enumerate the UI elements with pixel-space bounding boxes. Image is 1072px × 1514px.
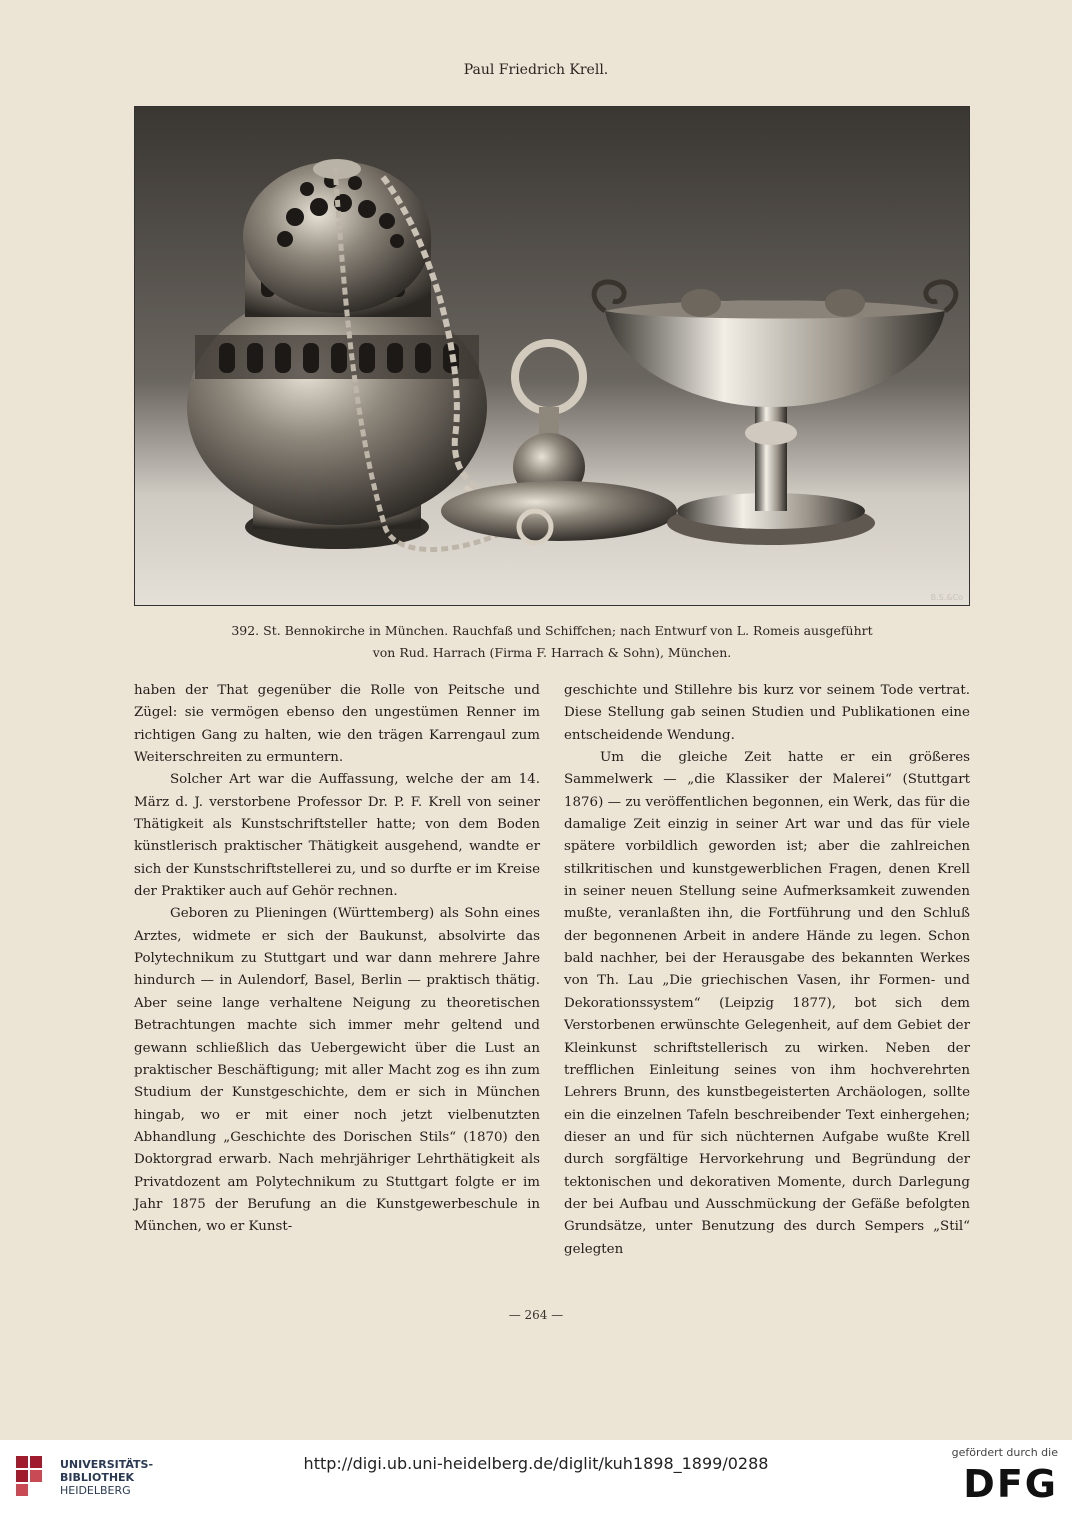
paragraph: Um die gleiche Zeit hatte er ein größeres Sammelwerk — „die Klassiker der Malerei“ (Stuttgart 1876) — zu veröffentlichen begonnen, ein Werk, das für die damalige Zeit einzig in seiner Art war und das für viele spätere vorbildlich geworden ist; aber die zahlreichen stilkritischen und kunstgewerblichen Fragen, denen Krell in seiner neuen Stellung seine Aufmerksamkeit zuwenden mußte, veranlaßten ihn, die Fortführung und den Schluß der begonnenen Arbeit in andere Hände zu legen. Schon bald nachher, bei der Herausgabe des bekannten Werkes von Th. Lau „Die griechischen Vasen, ihr Formen- und Dekorationssystem“ (Leipzig 1877), bot sich dem Verstorbenen erwünschte Gelegenheit, auf dem Gebiet der Kleinkunst schriftstellerisch zu wirken. Neben der trefflichen Einleitung seines von ihm hochverehrten Lehrers Brunn, des kunstbegeisterten Archäologen, sollte ein die einzelnen Tafeln beschreibender Text einhergehen; dieser an und für sich nüchternen Aufgabe wußte Krell durch sorgfältige Hervorkehrung und Begründung der tektonischen und dekorativen Momente, durch Darlegung der bei Aufbau und Ausschmückung der Gefäße befolgten Grundsätze, unter Benutzung des durch Sempers „Stil“ gelegten — [564, 750, 970, 1257]
paragraph: haben der That gegenüber die Rolle von Peitsche und Zügel: sie vermögen ebenso den ungestümen Renner im richtigen Gang zu halten, wie den trägen Karrengaul zum Weiterschreiten zu ermuntern. — [134, 683, 540, 766]
caption-line-1: 392. St. Bennokirche in München. Rauchfaß und Schiffchen; nach Entwurf von L. Romeis ausgeführt — [231, 623, 873, 638]
ub-line-3: HEIDELBERG — [60, 1484, 131, 1497]
censer-and-incense-boat-photo — [135, 107, 969, 605]
permalink-url[interactable]: http://digi.ub.uni-heidelberg.de/diglit/kuh1898_1899/0288 — [303, 1454, 769, 1473]
page-number: — 264 — — [508, 1308, 564, 1322]
dfg-logo: DFG — [963, 1462, 1058, 1506]
figure-caption — [134, 620, 970, 664]
paragraph: geschichte und Stillehre bis kurz vor seinem Tode vertrat. Diese Stellung gab seinen Studien und Publikationen eine entscheidende Wendung. — [564, 683, 970, 743]
plate-printer-mark: B.S.&Co — [930, 593, 963, 602]
paragraph: Geboren zu Plieningen (Württemberg) als Sohn eines Arztes, widmete er sich der Baukunst, absolvirte das Polytechnikum zu Stuttgart und war dann mehrere Jahre hindurch — in Aulendorf, Basel, Berlin — praktisch thätig. Aber seine lange verhaltene Neigung zu theoretischen Betrachtungen machte sich immer mehr geltend und gewann schließlich das Uebergewicht über die Lust an praktischer Beschäftigung; mit aller Macht zog es ihn zum Studium der Kunstgeschichte, dem er sich in München hingab, wo er mit einer noch jetzt vielbenutzten Abhandlung „Geschichte des Dorischen Stils“ (1870) den Doktorgrad erwarb. Nach mehrjähriger Lehrthätigkeit als Privatdozent am Polytechnikum zu Stuttgart folgte er im Jahr 1875 der Berufung an die Kunstgewerbeschule in München, wo er Kunst- — [134, 906, 540, 1235]
running-head: Paul Friedrich Krell. — [463, 62, 609, 78]
ub-line-1: UNIVERSITÄTS- — [60, 1458, 154, 1471]
ub-line-2: BIBLIOTHEK — [60, 1471, 135, 1484]
photo-plate — [134, 106, 970, 606]
caption-line-2: von Rud. Harrach (Firma F. Harrach & Sohn), München. — [372, 645, 732, 660]
digitization-footer — [0, 1440, 1072, 1514]
left-text-column — [134, 680, 540, 1239]
right-text-column — [564, 680, 970, 1261]
paragraph: Solcher Art war die Auffassung, welche der am 14. März d. J. verstorbene Professor Dr. P. F. Krell von seiner Thätigkeit als Kunstschriftsteller hatte; von dem Boden künstlerisch praktischer Thätigkeit ausgehend, wandte er sich der Kunstschriftstellerei zu, und so durfte er im Kreise der Praktiker auch auf Gehör rechnen. — [134, 772, 540, 900]
funding-caption: gefördert durch die — [951, 1446, 1058, 1459]
